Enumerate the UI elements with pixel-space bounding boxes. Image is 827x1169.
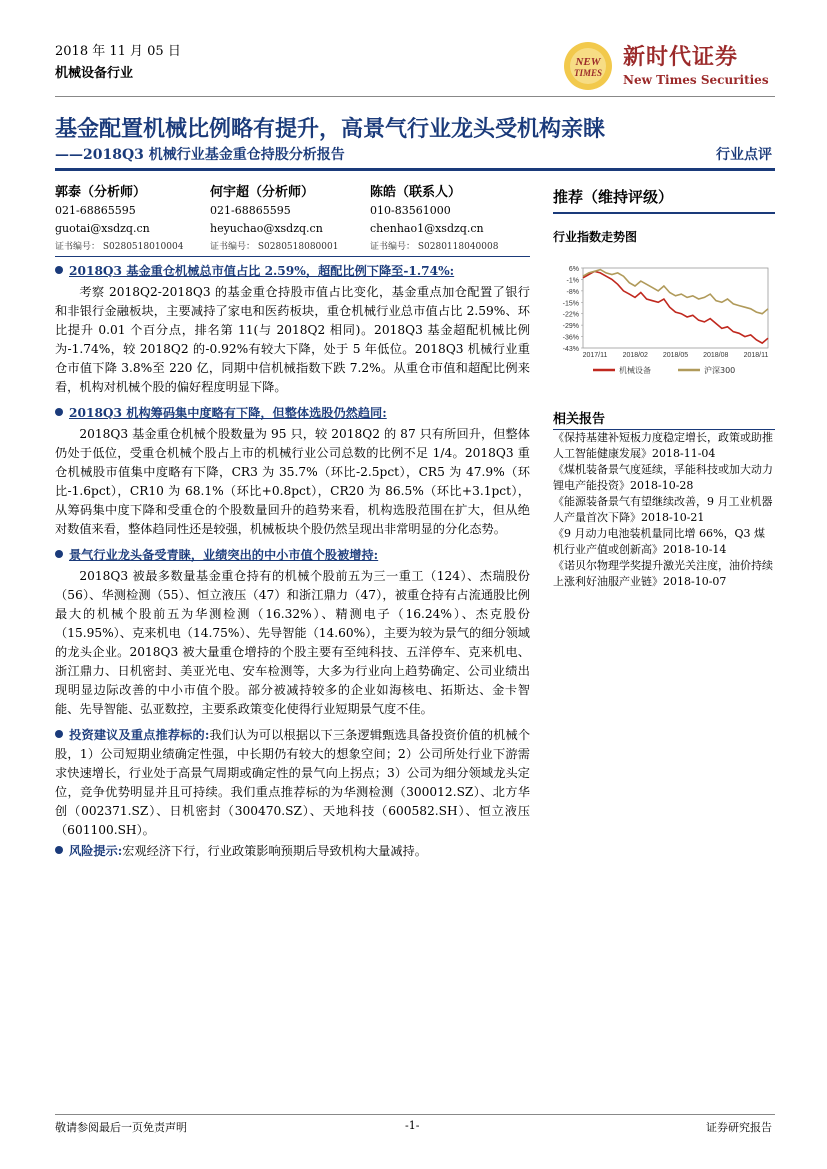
related-report-item[interactable]: 《煤机装备景气度延续，孚能科技或加大动力锂电产能投资》2018-10-28 [553,463,773,492]
report-date: 2018 年 11 月 05 日 [55,44,181,59]
recommendation-text: 我们认为可以根据以下三条逻辑甄选具备投资价值的机械个股，1）公司短期业绩确定性强，中长期仍有较大的想象空间；2）公司所处行业下游需求快速增长，行业处于高景气周期或确定性的景气向上拐点；3）公司为细分领域龙头定位，竞争优势明显并且可持续。我们重点推荐标的为华测检测（300012.SZ）、北方华创（002371.SZ）、日机密封（300470.SZ）、天地科技（600582.SH）、恒立液压（601100.SH）。 [55,728,531,837]
analyst-cert: 证书编号： S0280118040008 [370,242,499,252]
y-tick-label: -8% [566,288,579,296]
section-paragraph: 2018Q3 基金重仓机械个股数量为 95 只，较 2018Q2 的 87 只有所回升，但整体仍处于低位，受重仓机械个股占上市的机械行业公司总数的比例不足 1/4。2018Q3 重仓机械股市值集中度略有下降，CR3 为 35.7%（环比-2.5pct），CR5 为 47.9%（环比-1.6pct），CR10 为 68.1%（环比+0.8pct），CR20 为 86.5%（环比+3.1pct），从筹码集中度下降和受重仓的个股数量回升的趋势来看，机构选股范围在扩大，但从绝对数值来看，整体趋同性还是较强，机械板块个股仍然呈现出非常明显的分化态势。 [55,427,530,536]
index-trend-chart [553,262,775,387]
report-body [55,262,530,861]
related-report-item[interactable]: 《保持基建补短板力度稳定增长，政策或助推人工智能健康发展》2018-11-04 [553,431,773,460]
x-tick-label: 2017/11 [582,352,608,359]
company-logo-icon [555,38,621,94]
svg-text:TIMES: TIMES [573,68,603,78]
related-reports-title: 相关报告 [553,408,775,430]
section-paragraph: 考察 2018Q2-2018Q3 的基金重仓持股市值占比变化，基金重点加仓配置了银行和非银行金融板块，主要减持了家电和医药板块，重仓机械行业总市值占比 2.59%、环比提升 0.01 个百分点，排名第 11(与 2018Q2 相同)。2018Q3 基金超配机械比例为-1.74%，较 2018Q2 的-0.92%有较大下降，处于 5 年低位。2018Q3 机械行业重仓市值下降 3.8%至 220 亿，同期中信机械指数下跌 7.2%。从重仓市值和超配比例来看，机构对机械个股的偏好程度明显下降。 [55,285,530,394]
plot-area [583,268,768,348]
x-tick-label: 2018/08 [703,352,729,359]
analyst-name: 郭泰（分析师） [55,185,147,200]
analyst-phone: 010-83561000 [370,204,451,217]
analyst-email[interactable]: chenhao1@xsdzq.cn [370,222,484,235]
title-divider [55,168,775,171]
analyst-name: 何宇超（分析师） [210,185,315,200]
related-report-item[interactable]: 《9 月动力电池装机量同比增 66%，Q3 煤机行业产值或创新高》2018-10-14 [553,527,765,556]
analyst-name: 陈皓（联系人） [370,185,462,200]
company-name-en: New Times Securities [623,73,769,87]
risk-text: 宏观经济下行，行业政策影响预期后导致机构大量减持。 [122,844,427,858]
analyst-phone: 021-68865595 [55,204,136,217]
analyst-email[interactable]: guotai@xsdzq.cn [55,222,150,235]
company-name-cn: 新时代证券 [623,44,739,70]
svg-text:NEW: NEW [575,56,601,68]
y-tick-label: -15% [562,300,579,308]
legend-label: 机械设备 [619,366,651,375]
industry-label: 机械设备行业 [55,66,134,81]
y-tick-label: -36% [562,334,579,342]
footer-disclaimer: 敬请参阅最后一页免责声明 [55,1121,187,1134]
x-tick-label: 2018/11 [743,352,769,359]
related-report-item[interactable]: 《诺贝尔物理学奖提升激光关注度，油价持续上涨利好油服产业链》2018-10-07 [553,559,773,588]
report-title: 基金配置机械比例略有提升，高景气行业龙头受机构亲睐 [55,116,606,142]
analyst-cert: 证书编号： S0280518080001 [210,242,339,252]
analyst-card [55,184,183,256]
series-line [583,271,768,343]
bullet-icon [55,550,63,558]
section-heading: 2018Q3 基金重仓机械总市值占比 2.59%，超配比例下降至-1.74%: [69,264,455,278]
y-tick-label: -22% [562,311,579,319]
bullet-icon [55,408,63,416]
analyst-phone: 021-68865595 [210,204,291,217]
x-tick-label: 2018/05 [662,352,689,359]
bullet-icon [55,266,63,274]
footer-divider [55,1114,775,1115]
section-paragraph: 2018Q3 被最多数量基金重仓持有的机械个股前五为三一重工（124）、杰瑞股份（56）、华测检测（55）、恒立液压（47）和浙江鼎力（47），被重仓持有占流通股比例最大的机械个股前五为华测检测（16.32%）、精测电子（16.24%）、杰克股份（15.95%）、克来机电（14.75%）、先导智能（14.60%），主要为较为景气的细分领域的龙头企业。2018Q3 被大量重仓增持的个股主要有至纯科技、五洋停车、克来机电、浙江鼎力、日机密封、美亚光电、安车检测等，大多为行业向上趋势确定、公司业绩出现明显边际改善的中小市值个股。部分被减持较多的企业如海核电、拓斯达、金卡智能、先导智能、弘亚数控，主要系政策变化使得行业短期景气度不佳。 [55,569,530,716]
rating-label: 推荐（维持评级） [553,186,775,214]
bullet-icon [55,730,63,738]
header-divider [55,96,775,97]
footer-doc-type: 证券研究报告 [706,1121,772,1134]
y-tick-label: -1% [566,277,579,285]
y-tick-label: -29% [562,323,579,331]
recommendation-lead: 投资建议及重点推荐标的: [69,728,210,742]
related-report-item[interactable]: 《能源装备景气有望继续改善，9 月工业机器人产量首次下降》2018-10-21 [553,495,773,524]
section-heading: 景气行业龙头备受青睐，业绩突出的中小市值个股被增持: [69,548,379,562]
related-reports-list [553,430,775,590]
analyst-card [210,184,338,256]
report-type: 行业点评 [716,147,772,163]
analyst-divider [55,256,530,257]
analyst-card [370,184,498,256]
series-line [583,270,768,314]
legend-label: 沪深300 [704,366,736,375]
bullet-icon [55,846,63,854]
trend-chart-title: 行业指数走势图 [553,230,638,244]
section-heading: 2018Q3 机构筹码集中度略有下降，但整体选股仍然趋同: [69,406,387,420]
y-tick-label: 6% [568,266,579,273]
page-number: -1- [405,1119,420,1132]
y-tick-label: -43% [562,346,579,353]
analyst-email[interactable]: heyuchao@xsdzq.cn [210,222,323,235]
report-subtitle: ——2018Q3 机械行业基金重仓持股分析报告 [55,147,345,163]
analyst-cert: 证书编号： S0280518010004 [55,242,184,252]
risk-lead: 风险提示: [69,844,123,858]
x-tick-label: 2018/02 [622,352,648,359]
